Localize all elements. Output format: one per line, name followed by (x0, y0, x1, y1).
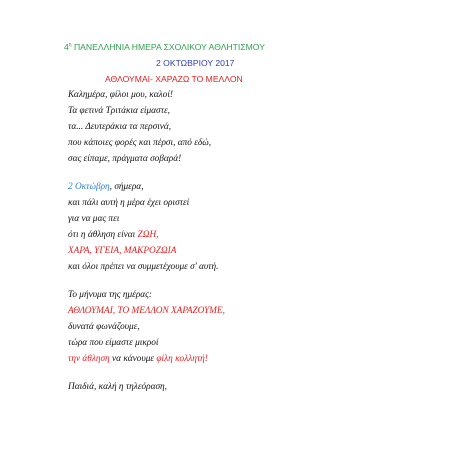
event-motto: ΑΘΛΟΥΜΑΙ- ΧΑΡΑΖΩ ΤΟ ΜΕΛΛΟΝ (105, 74, 243, 84)
poem-line: σας είπαμε, πράγματα σοβαρά! (68, 154, 182, 164)
poem-line: τα... Δευτεράκια τα περσινά, (68, 122, 172, 132)
poem-line: την άθληση να κάνουμε φίλη κολλητή! (68, 354, 208, 364)
poem-line: που κάποιες φορές και πέρσι, από εδώ, (68, 138, 212, 148)
poem-line: δυνατά φωνάζουμε, (68, 322, 140, 332)
poem-line: 2 Οκτώβρη, σήμερα, (68, 182, 144, 192)
friend-highlight: φίλη κολλητή! (156, 354, 208, 364)
poem-line: Το μήνυμα της ημέρας: (68, 290, 153, 300)
sport-highlight: την άθληση (68, 354, 110, 364)
poem-line-highlight: ΧΑΡΑ, ΥΓΕΙΑ, ΜΑΚΡΟΖΩΙΑ (68, 246, 177, 256)
poem-line: για να μας πει (68, 214, 120, 224)
life-highlight: ΖΩΗ, (137, 230, 159, 240)
event-date: 2 ΟΚΤΩΒΡΙΟΥ 2017 (156, 58, 235, 68)
poem-line: Τα φετινά Τριτάκια είμαστε, (68, 106, 170, 116)
poem-line: Καλημέρα, φίλοι μου, καλοί! (68, 90, 174, 100)
poem-line: τώρα που είμαστε μικροί (68, 338, 159, 348)
date-highlight: 2 Οκτώβρη (68, 182, 110, 192)
page-title: $4^\eta$ ΠΑΝΕΛΛΗΝΙΑ ΗΜΕΡΑ ΣΧΟΛΙΚΟΥ ΑΘΛΗΤΙΣΜΟΥ (64, 42, 265, 52)
poem-line-highlight: ΑΘΛΟΥΜΑΙ, ΤΟ ΜΕΛΛΟΝ ΧΑΡΑΖΟΥΜΕ, (68, 306, 225, 316)
poem-line: και όλοι πρέπει να συμμετέχουμε σ' αυτή. (68, 262, 219, 272)
poem-line-closing: Παιδιά, καλή η τηλεόραση, (68, 382, 167, 392)
poem-line: ότι η άθληση είναι ΖΩΗ, (68, 230, 159, 240)
poem-line: και πάλι αυτή η μέρα έχει οριστεί (68, 198, 190, 208)
